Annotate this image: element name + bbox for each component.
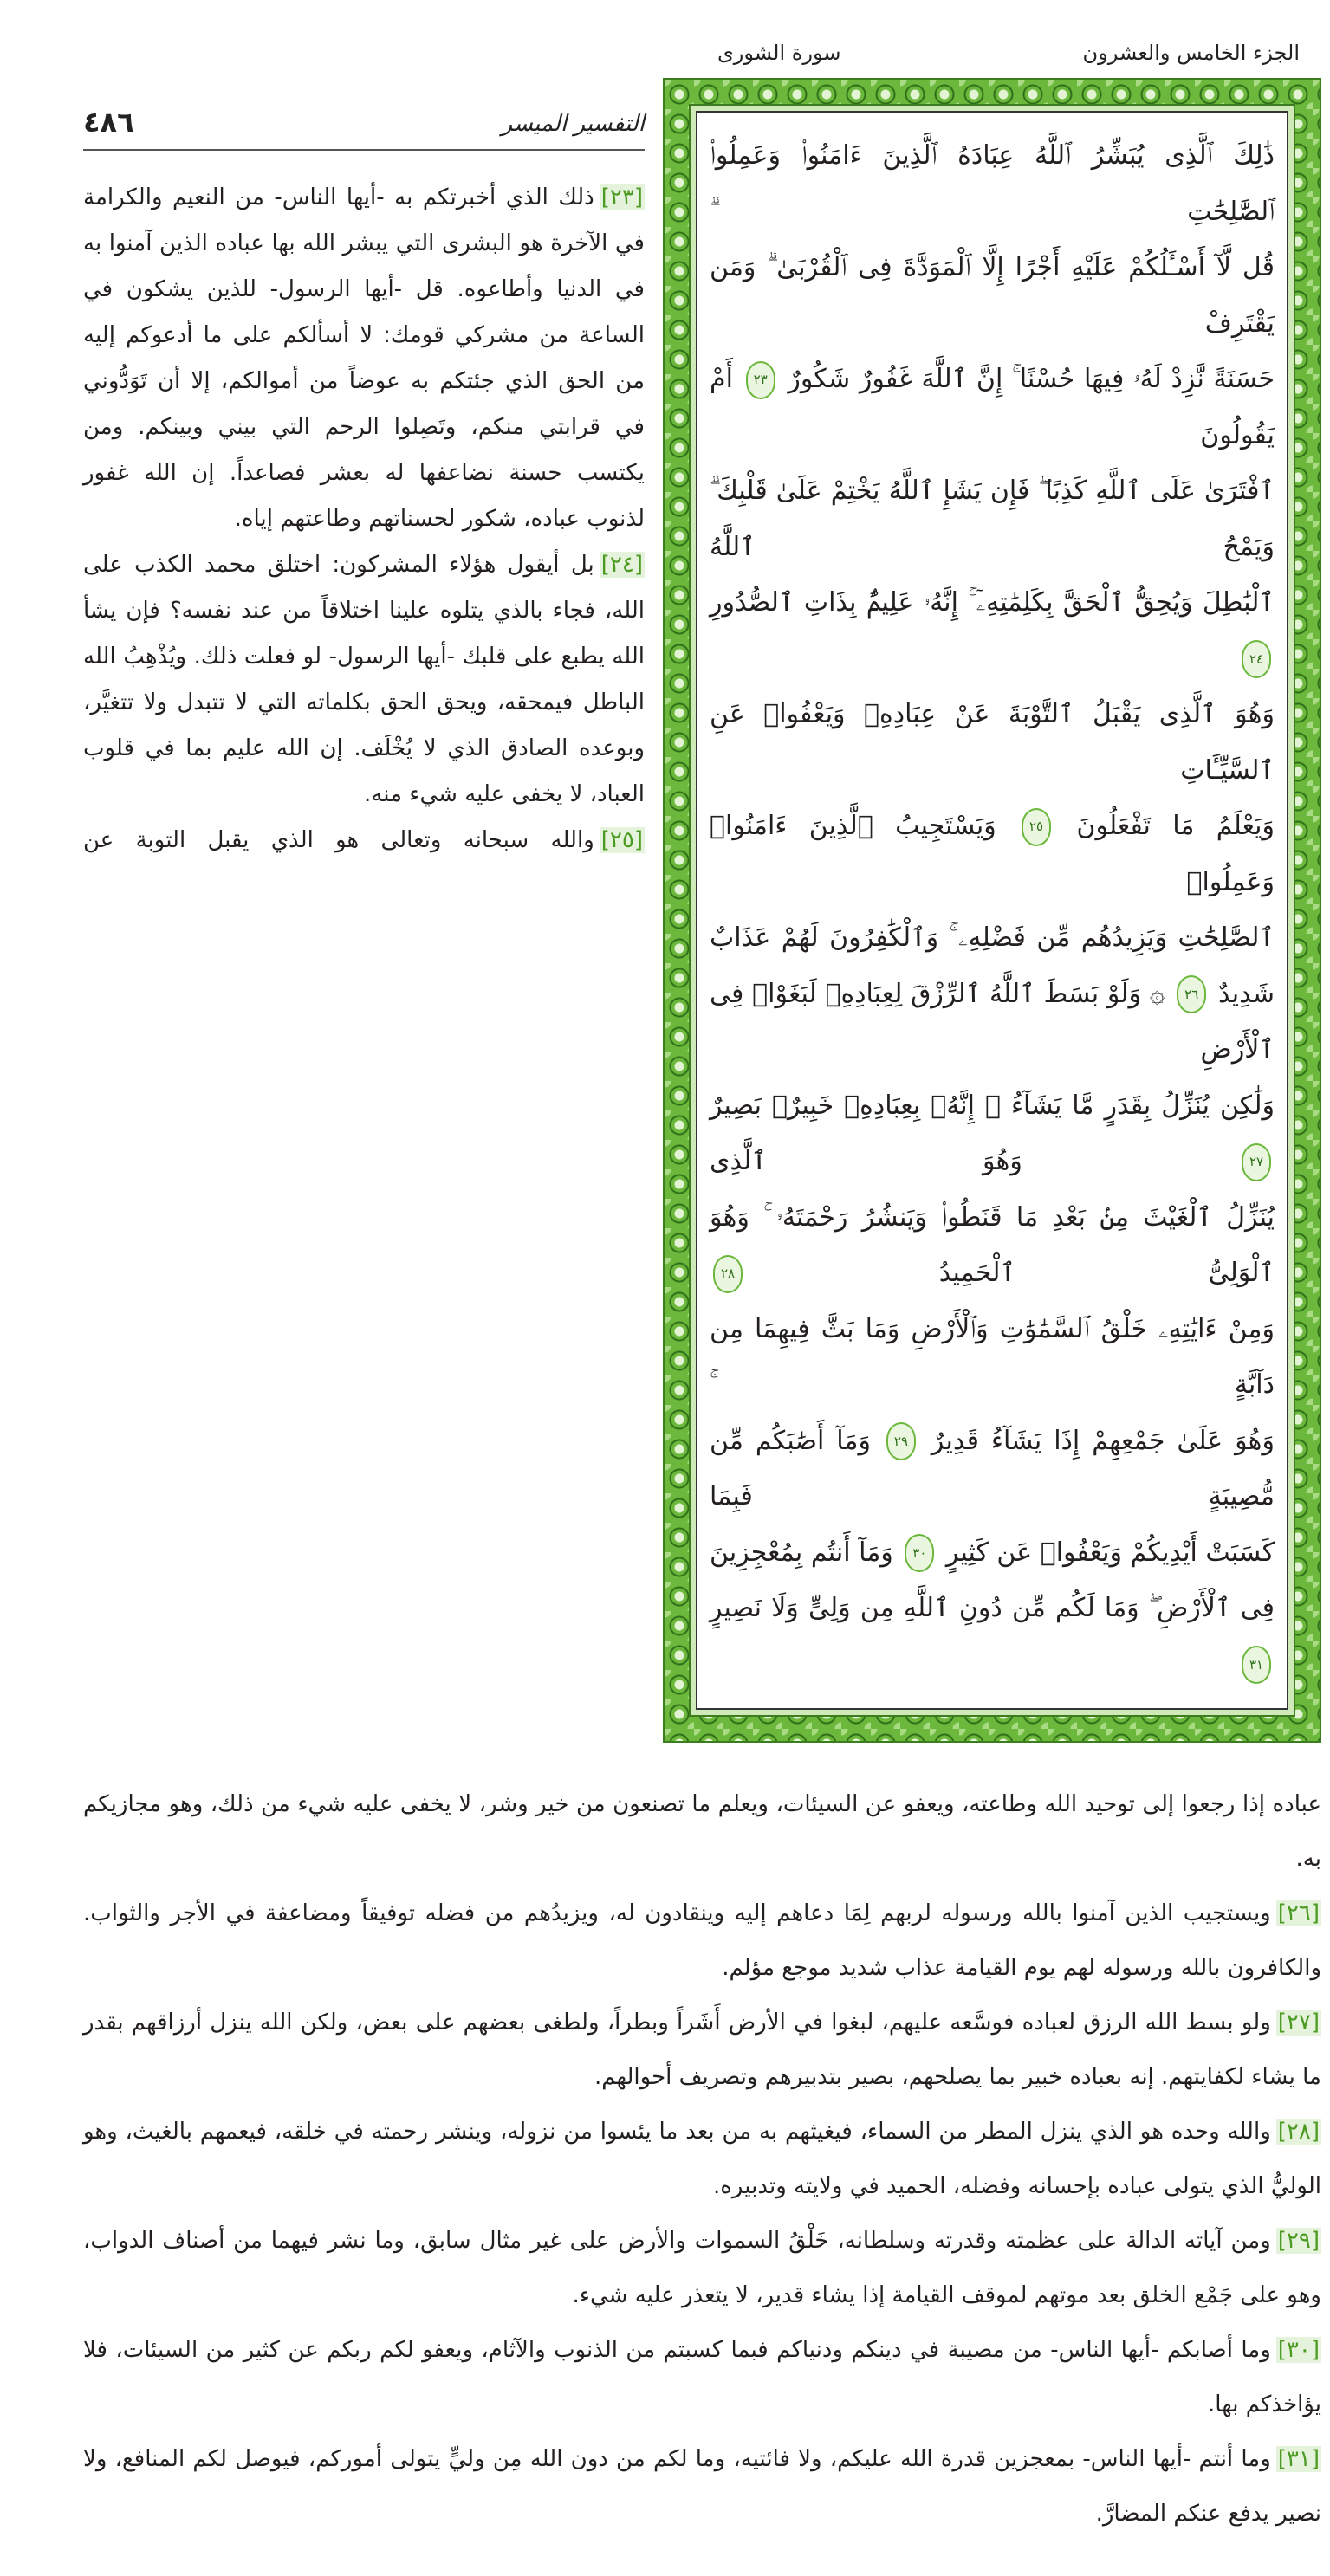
tafsir-text: عباده إذا رجعوا إلى توحيد الله وطاعته، ويعفو عن السيئات، ويعلم ما تصنعون من خير وشر، لا يخفى عليه شيء من ذلك، وهو مجازيكم به. [83,1791,1321,1872]
tafsir-text: وما أصابكم -أيها الناس- من مصيبة في دينكم ودنياكم فبما كسبتم من الذنوب والآثام، ويعفو لكم ربكم عن كثير من السيئات، فلا يؤاخذكم بها. [83,2337,1321,2417]
tafsir-text: ولو بسط الله الرزق لعباده فوسَّعه عليهم، لبغوا في الأرض أَشَراً وبطراً، ولطغى بعضهم على بعض، ولكن الله ينزل أرزاقهم بقدر ما يشاء لكفايتهم. إنه بعباده خبير بما يصلحهم، بصير بتدبيرهم وتصريف أحوالهم. [83,2010,1321,2090]
quran-line [710,240,1275,352]
quran-text-segment: وَهُوَ عَلَىٰ جَمْعِهِمْ إِذَا يَشَآءُ قَدِيرٌ [931,1425,1275,1456]
quran-text-segment: وَلَٰكِن يُنَزِّلُ بِقَدَرٍ مَّا يَشَآءُ ۚ إِنَّهُۥ بِعِبَادِهِۦ خَبِيرٌۢ بَصِيرٌ [710,1090,1275,1121]
verse-end-marker-icon: ٢٤ [1242,640,1271,678]
quran-text-segment: وَهُوَ ٱلَّذِى يَقْبَلُ ٱلتَّوْبَةَ عَنْ عِبَادِهِۦ وَيَعْفُوا۟ عَنِ ٱلسَّيِّـَٔاتِ [710,699,1275,786]
quran-line [710,575,1275,687]
tafsir-text: ذلك الذي أخبرتكم به -أيها الناس- من النعيم والكرامة في الآخرة هو البشرى التي يبشر الله بها عباده الذين آمنوا به في الدنيا وأطاعوه. قل -أيها الرسول- للذين يشكون في الساعة من مشركي قومك: لا أسألكم على ما أدعوكم إليه من الحق الذي جئتكم به عوضاً من أموالكم، إلا أن تَوَدُّوني في قرابتي منكم، وتَصِلوا الرحم التي بيني وبينكم. ومن يكتسب حسنة نضاعفها له بعشر فصاعداً. إن الله غفور لذنوب عباده، شكور لحسناتهم وطاعتهم إياه. [83,184,645,532]
surah-header: سورة الشورى [717,41,841,65]
verse-number-label: [٢٥] [600,827,643,853]
frame-inner-band [689,104,1295,1717]
quran-ornamental-frame [663,78,1321,1743]
tafsir-paragraph [83,2105,1321,2214]
quran-line [710,463,1275,575]
quran-line [710,128,1275,240]
verse-end-marker-icon: ٣١ [1242,1646,1271,1684]
verse-end-marker-icon: ٢٧ [1242,1143,1271,1181]
quran-line [710,1581,1275,1693]
verse-number-label: [٢٣] [600,184,643,210]
verse-end-marker-icon: ٢٥ [1022,808,1051,846]
quran-line [710,352,1275,463]
juz-header: الجزء الخامس والعشرون [1082,41,1300,65]
quran-text-segment: قُل لَّآ أَسْـَٔلُكُمْ عَلَيْهِ أَجْرًا إِلَّا ٱلْمَوَدَّةَ فِى ٱلْقُرْبَىٰ ۗ وَمَن يَقْتَرِفْ [710,252,1275,339]
tafsir-bottom-section [83,1777,1321,2541]
verse-end-marker-icon: ٢٩ [886,1422,916,1460]
quran-text-segment: وَيَعْلَمُ مَا تَفْعَلُونَ [1076,811,1275,841]
quran-text-segment: يُنَزِّلُ ٱلْغَيْثَ مِنۢ بَعْدِ مَا قَنَطُوا۟ وَيَنشُرُ رَحْمَتَهُۥ ۚ وَهُوَ ٱلْوَلِىُّ ٱلْحَمِيدُ [710,1201,1275,1288]
verse-number-label: [٢٤] [600,552,643,578]
tafsir-paragraph [83,1887,1321,1996]
quran-text-segment: حَسَنَةً نَّزِدْ لَهُۥ فِيهَا حُسْنًا ۚ إِنَّ ٱللَّهَ غَفُورٌ شَكُورٌ [788,364,1275,394]
quran-text-segment: ٱفْتَرَىٰ عَلَى ٱللَّهِ كَذِبًا ۖ فَإِن يَشَإِ ٱللَّهُ يَخْتِمْ عَلَىٰ قَلْبِكَ ۗ وَيَمْحُ ٱللَّهُ [710,476,1275,562]
verse-end-marker-icon: ٢٣ [746,361,775,399]
tafsir-paragraph [83,1777,1321,1887]
tafsir-paragraph [83,542,645,818]
verse-number-label: [٣٠] [1277,2337,1320,2363]
tafsir-text: والله وحده هو الذي ينزل المطر من السماء، فيغيثهم به من بعد ما يئسوا من نزوله، وينشر رحمته في خلقه، فيعمهم بالغيث، وهو الوليُّ الذي يتولى عباده بإحسانه وفضله، الحميد في ولايته وتدبيره. [83,2119,1321,2199]
verse-number-label: [٢٩] [1277,2228,1320,2254]
tafsir-paragraph [83,1996,1321,2105]
page-number: ٤٨٦ [83,106,134,139]
quran-text-segment: وَمِنْ ءَايَٰتِهِۦ خَلْقُ ٱلسَّمَٰوَٰتِ وَٱلْأَرْضِ وَمَا بَثَّ فِيهِمَا مِن دَآبَّةٍ ۚ [710,1313,1275,1400]
quran-line [710,1078,1275,1190]
quran-text-segment: ذَٰلِكَ ٱلَّذِى يُبَشِّرُ ٱللَّهُ عِبَادَهُ ٱلَّذِينَ ءَامَنُوا۟ وَعَمِلُوا۟ ٱلصَّٰلِحَٰتِ ۗ [710,140,1275,227]
top-row [83,78,1321,1743]
quran-text-segment: أَمْ يَقُولُونَ [710,364,1275,450]
quran-line [710,910,1275,967]
tafsir-paragraph [83,2323,1321,2432]
quran-text-segment: وَمَآ أَصَٰبَكُم مِّن مُّصِيبَةٍ فَبِمَا [710,1425,1275,1511]
tafsir-text: ويستجيب الذين آمنوا بالله ورسوله لربهم لِمَا دعاهم إليه وينقادون له، ويزيدُهم من فضله توفيقاً ومضاعفة في الأجر والثواب. والكافرون بالله ورسوله لهم يوم القيامة عذاب شديد موجع مؤلم. [83,1900,1321,1981]
quran-text-area [696,111,1288,1710]
quran-line [710,1525,1275,1582]
verse-end-marker-icon: ٢٨ [713,1255,743,1293]
tafsir-text: وما أنتم -أيها الناس- بمعجزين قدرة الله عليكم، ولا فائتيه، وما لكم من دون الله مِن وليٍّ يتولى أموركم، فيوصل لكم المنافع، ولا نصير يدفع عنكم المضارَّ. [83,2446,1321,2527]
tafsir-text: بل أيقول هؤلاء المشركون: اختلق محمد الكذب على الله، فجاء بالذي يتلوه علينا اختلاقاً من عند نفسه؟ فإن يشأ الله يطبع على قلبك -أيها الرسول- لو فعلت ذلك. ويُذْهِبُ الله الباطل فيمحقه، ويحق الحق بكلماته التي لا تتبدل ولا تتغيَّر، وبوعده الصادق الذي لا يُخْلَف. إن الله عليم بما في قلوب العباد، لا يخفى عليه شيء منه. [83,552,645,807]
quran-text-segment: شَدِيدٌ [1218,978,1275,1009]
verse-number-label: [٣١] [1277,2446,1320,2472]
quran-line [710,687,1275,799]
quran-text-segment: ۞ وَلَوْ بَسَطَ ٱللَّهُ ٱلرِّزْقَ لِعِبَادِهِۦ لَبَغَوْا۟ فِى ٱلْأَرْضِ [710,978,1275,1065]
tafsir-paragraph [83,2214,1321,2323]
tafsir-header [83,106,645,151]
tafsir-text: والله سبحانه وتعالى هو الذي يقبل التوبة عن [83,827,594,853]
quran-text-segment: وَهُوَ ٱلَّذِى [710,1146,1022,1176]
quran-text-segment: وَيَسْتَجِيبُ ٱلَّذِينَ ءَامَنُوا۟ وَعَمِلُوا۟ [710,811,1275,897]
tafsir-left-column [83,175,645,864]
quran-line [710,1190,1275,1302]
quran-text-segment: فِى ٱلْأَرْضِ ۖ وَمَا لَكُم مِّن دُونِ ٱللَّهِ مِن وَلِىٍّ وَلَا نَصِيرٍ [710,1593,1275,1623]
quran-line [710,799,1275,910]
tafsir-title: التفسير الميسر [501,111,645,137]
quran-line [710,967,1275,1078]
verse-number-label: [٢٧] [1277,2010,1320,2036]
quran-text-segment: ٱلصَّٰلِحَٰتِ وَيَزِيدُهُم مِّن فَضْلِهِۦ ۚ وَٱلْكَٰفِرُونَ لَهُمْ عَذَابٌ [710,922,1275,953]
quran-line [710,1302,1275,1414]
tafsir-text: ومن آياته الدالة على عظمته وقدرته وسلطانه، خَلْقُ السموات والأرض على غير مثال سابق، وما نشر فيهما من أصناف الدواب، وهو على جَمْع الخلق بعد موتهم لموقف القيامة إذا يشاء قدير، لا يتعذر عليه شيء. [83,2228,1321,2308]
tafsir-paragraph [83,2432,1321,2541]
quran-text-segment: كَسَبَتْ أَيْدِيكُمْ وَيَعْفُوا۟ عَن كَثِيرٍ [945,1537,1275,1568]
verse-number-label: [٢٦] [1277,1900,1320,1926]
verse-number-label: [٢٨] [1277,2119,1320,2145]
verse-end-marker-icon: ٢٦ [1177,975,1206,1013]
quran-text-segment: ٱلْبَٰطِلَ وَيُحِقُّ ٱلْحَقَّ بِكَلِمَٰتِهِۦٓ ۚ إِنَّهُۥ عَلِيمٌۢ بِذَاتِ ٱلصُّدُورِ [710,587,1275,618]
quran-line [710,1414,1275,1525]
quran-text [710,128,1275,1693]
verse-end-marker-icon: ٣٠ [905,1534,934,1572]
quran-text-segment: وَمَآ أَنتُم بِمُعْجِزِينَ [710,1537,893,1568]
tafsir-left-area [83,78,645,864]
tafsir-paragraph [83,818,645,864]
tafsir-paragraph [83,175,645,542]
